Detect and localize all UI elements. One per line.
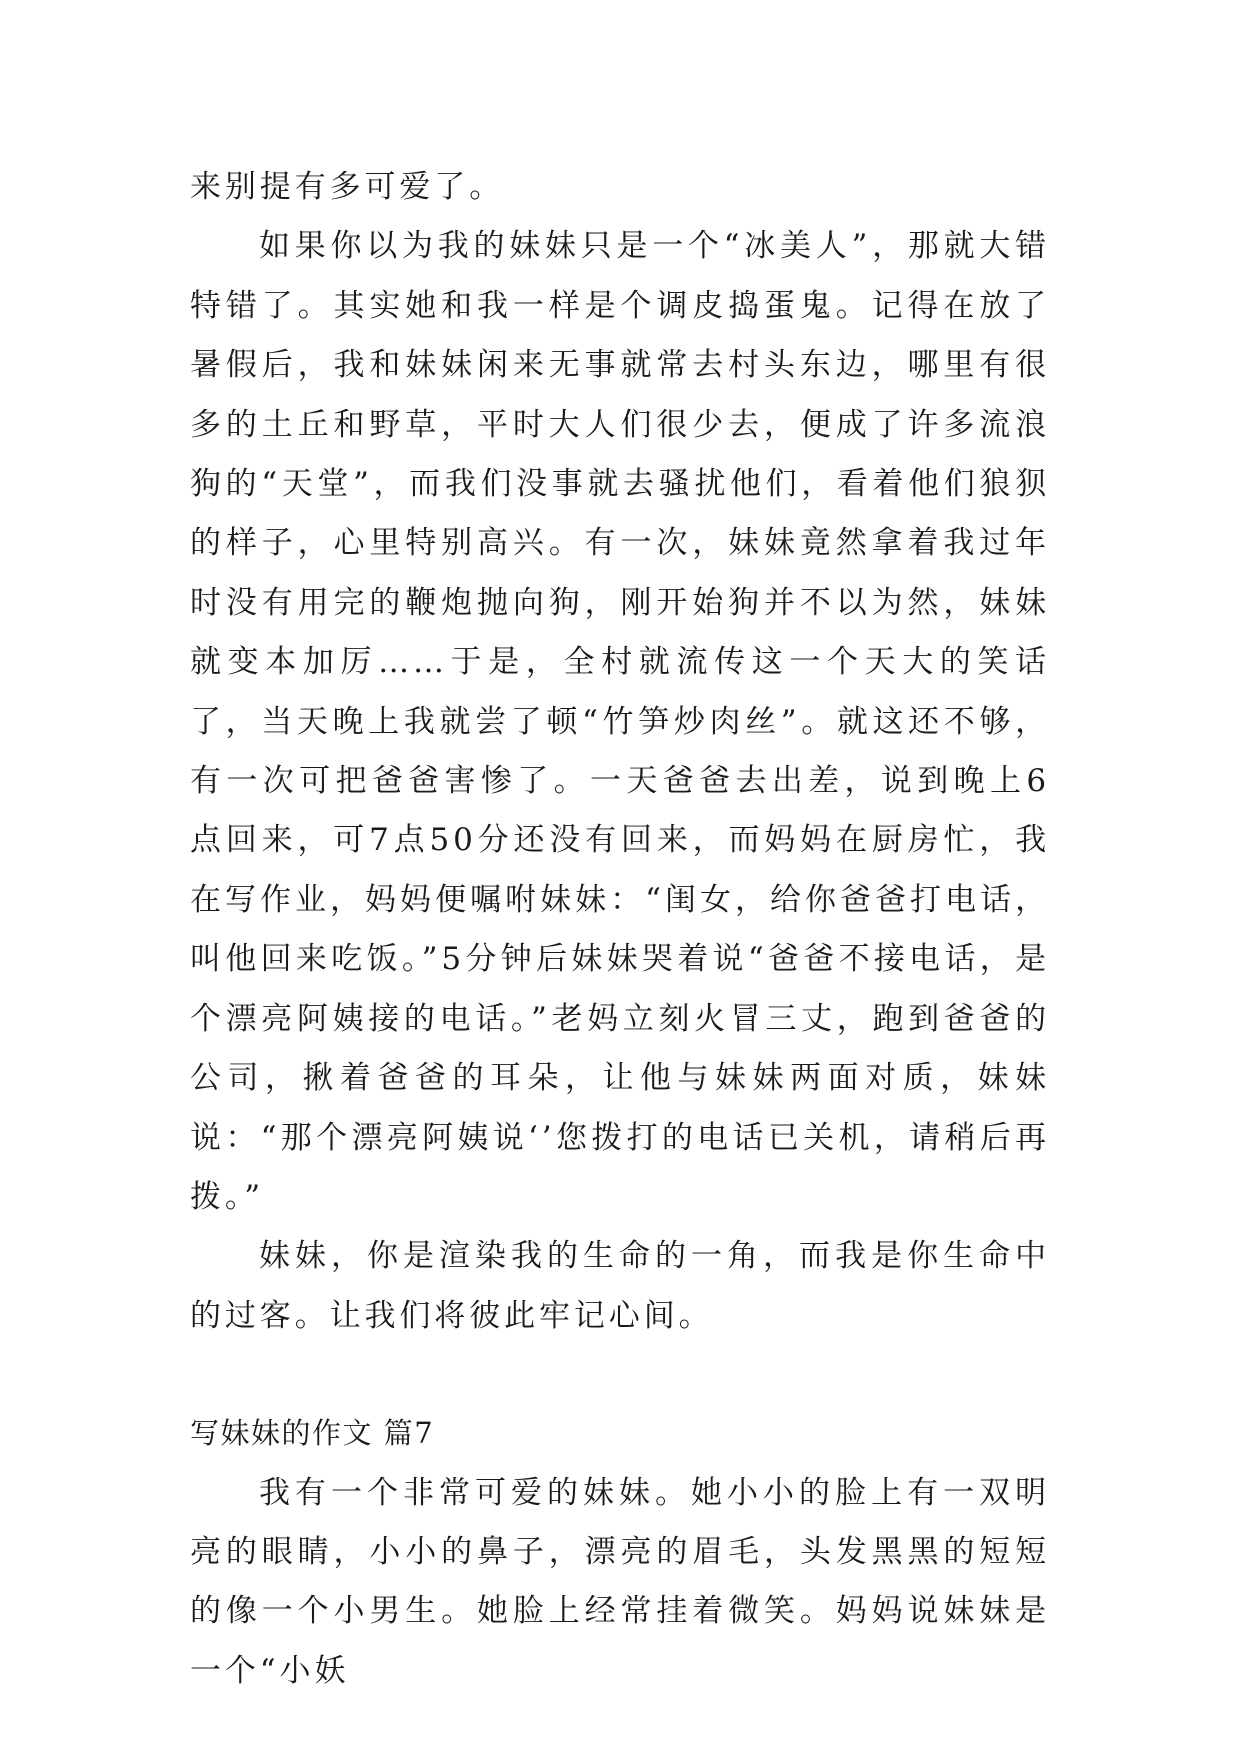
paragraph-ice-beauty-story: 如果你以为我的妹妹只是一个“冰美人”，那就大错特错了。其实她和我一样是个调皮捣蛋鬼。记得在放了暑假后，我和妹妹闲来无事就常去村头东边，哪里有很多的土丘和野草，平时大人们很少去，便成了许多流浪狗的“天堂”，而我们没事就去骚扰他们，看着他们狼狈的样子，心里特别高兴。有一次，妹妹竟然拿着我过年时没有用完的鞭炮抛向狗，刚开始狗并不以为然，妹妹就变本加厉……于是，全村就流传这一个天大的笑话了，当天晚上我就尝了顿“竹笋炒肉丝”。就这还不够，有一次可把爸爸害惨了。一天爸爸去出差，说到晚上6点回来，可7点50分还没有回来，而妈妈在厨房忙，我在写作业，妈妈便嘱咐妹妹：“闺女，给你爸爸打电话，叫他回来吃饭。”5分钟后妹妹哭着说“爸爸不接电话，是个漂亮阿姨接的电话。”老妈立刻火冒三丈，跑到爸爸的公司，揪着爸爸的耳朵，让他与妹妹两面对质，妹妹说：“那个漂亮阿姨说‘’您拨打的电话已关机，请稍后再拨。” [190, 228, 1050, 1215]
section-title: 写妹妹的作文 篇7 [190, 1416, 435, 1451]
paragraph-section-7-intro: 我有一个非常可爱的妹妹。她小小的脸上有一双明亮的眼睛，小小的鼻子，漂亮的眉毛，头发黑黑的短短的像一个小男生。她脸上经常挂着微笑。妈妈说妹妹是一个“小妖 [190, 1474, 1050, 1689]
document-body [190, 158, 1050, 1701]
paragraph-closing: 妹妹，你是渲染我的生命的一角，而我是你生命中的过客。让我们将彼此牢记心间。 [190, 1238, 1050, 1334]
paragraph-continuation: 来别提有多可爱了。 [190, 169, 505, 205]
section-spacer [190, 1346, 1050, 1404]
